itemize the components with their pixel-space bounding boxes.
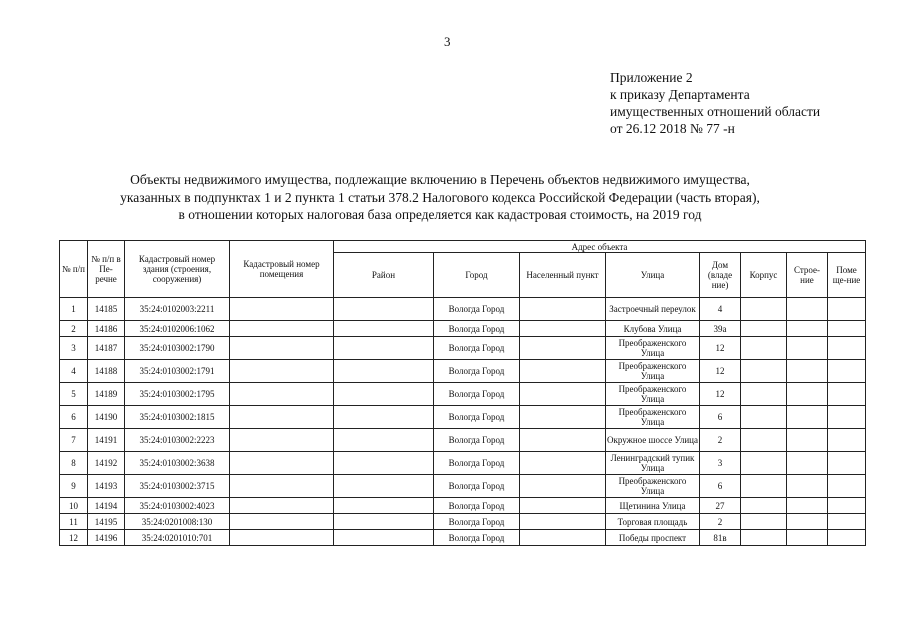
cell-list-num: 14185 [88,298,125,321]
table-body [60,298,866,546]
cell-city: Вологда Город [434,475,520,498]
cell-building-cadastral: 35:24:0103002:1791 [125,360,230,383]
cell-house: 27 [700,498,741,514]
cell-settlement [520,406,606,429]
cell-building-cadastral: 35:24:0103002:3638 [125,452,230,475]
cell-city: Вологда Город [434,514,520,530]
cell-korpus [741,514,787,530]
cell-street: Щетинина Улица [606,498,700,514]
cell-room-cadastral [230,383,334,406]
cell-stroenie [787,498,828,514]
cell-city: Вологда Город [434,337,520,360]
cell-list-num: 14190 [88,406,125,429]
cell-house: 12 [700,383,741,406]
cell-building-cadastral: 35:24:0103002:4023 [125,498,230,514]
table-row [60,475,866,498]
cell-room-cadastral [230,360,334,383]
cell-num: 8 [60,452,88,475]
cell-korpus [741,406,787,429]
header-list-num: № п/п в Пе-речне [88,241,125,298]
cell-street: Преображенского Улица [606,475,700,498]
cell-district [334,452,434,475]
cell-district [334,429,434,452]
cell-pomeshchenie [828,337,866,360]
cell-num: 6 [60,406,88,429]
cell-stroenie [787,429,828,452]
page-number: 3 [444,34,451,49]
cell-list-num: 14191 [88,429,125,452]
cell-num: 11 [60,514,88,530]
cell-house: 81в [700,530,741,546]
cell-num: 1 [60,298,88,321]
cell-street: Торговая площадь [606,514,700,530]
cell-stroenie [787,406,828,429]
cell-pomeshchenie [828,514,866,530]
cell-city: Вологда Город [434,406,520,429]
header-pomeshchenie: Поме ще-ние [828,253,866,298]
cell-street: Клубова Улица [606,321,700,337]
cell-settlement [520,530,606,546]
cell-korpus [741,383,787,406]
cell-korpus [741,298,787,321]
cell-num: 4 [60,360,88,383]
cell-pomeshchenie [828,530,866,546]
cell-pomeshchenie [828,498,866,514]
cell-settlement [520,498,606,514]
cell-pomeshchenie [828,475,866,498]
cell-list-num: 14187 [88,337,125,360]
cell-house: 2 [700,429,741,452]
cell-street: Преображенского Улица [606,383,700,406]
table-row [60,452,866,475]
appendix-line: Приложение 2 [610,70,693,85]
header-street: Улица [606,253,700,298]
cell-settlement [520,337,606,360]
cell-stroenie [787,360,828,383]
cell-settlement [520,475,606,498]
cell-stroenie [787,452,828,475]
cell-building-cadastral: 35:24:0103002:1790 [125,337,230,360]
cell-street: Победы проспект [606,530,700,546]
appendix-line: имущественных отношений области [610,104,821,119]
table-row [60,530,866,546]
cell-stroenie [787,321,828,337]
header-house: Дом (владе ние) [700,253,741,298]
cell-room-cadastral [230,475,334,498]
header-stroenie: Строе-ние [787,253,828,298]
table-row [60,337,866,360]
cell-num: 10 [60,498,88,514]
cell-district [334,406,434,429]
cell-street: Окружное шоссе Улица [606,429,700,452]
table-row [60,429,866,452]
cell-building-cadastral: 35:24:0103002:1795 [125,383,230,406]
table-row [60,360,866,383]
cell-room-cadastral [230,514,334,530]
cell-list-num: 14192 [88,452,125,475]
cell-district [334,360,434,383]
cell-city: Вологда Город [434,452,520,475]
cell-settlement [520,360,606,383]
cell-building-cadastral: 35:24:0103002:1815 [125,406,230,429]
cell-district [334,530,434,546]
cell-stroenie [787,514,828,530]
cell-street: Застроечный переулок [606,298,700,321]
cell-city: Вологда Город [434,383,520,406]
cell-building-cadastral: 35:24:0201010:701 [125,530,230,546]
header-building-cadastral: Кадастровый номер здания (строения, сооружения) [125,241,230,298]
cell-settlement [520,321,606,337]
cell-list-num: 14188 [88,360,125,383]
appendix-header [610,69,820,137]
cell-settlement [520,429,606,452]
cell-building-cadastral: 35:24:0103002:3715 [125,475,230,498]
cell-house: 3 [700,452,741,475]
cell-district [334,514,434,530]
cell-settlement [520,452,606,475]
cell-house: 2 [700,514,741,530]
table-row [60,298,866,321]
table-row [60,321,866,337]
cell-city: Вологда Город [434,360,520,383]
cell-house: 4 [700,298,741,321]
cell-district [334,298,434,321]
cell-num: 12 [60,530,88,546]
cell-list-num: 14193 [88,475,125,498]
header-settlement: Населенный пункт [520,253,606,298]
cell-house: 39а [700,321,741,337]
objects-table [59,240,866,546]
cell-room-cadastral [230,321,334,337]
table-row [60,383,866,406]
cell-city: Вологда Город [434,321,520,337]
cell-pomeshchenie [828,429,866,452]
cell-num: 3 [60,337,88,360]
cell-pomeshchenie [828,298,866,321]
cell-korpus [741,429,787,452]
cell-district [334,337,434,360]
cell-pomeshchenie [828,321,866,337]
cell-street: Преображенского Улица [606,360,700,383]
cell-korpus [741,498,787,514]
cell-pomeshchenie [828,383,866,406]
cell-num: 5 [60,383,88,406]
cell-city: Вологда Город [434,298,520,321]
table-row [60,406,866,429]
appendix-line: от 26.12 2018 № 77 -н [610,121,735,136]
cell-house: 6 [700,406,741,429]
cell-street: Ленинградский тупик Улица [606,452,700,475]
cell-num: 2 [60,321,88,337]
cell-room-cadastral [230,337,334,360]
header-korpus: Корпус [741,253,787,298]
cell-house: 12 [700,360,741,383]
cell-stroenie [787,475,828,498]
cell-settlement [520,514,606,530]
cell-korpus [741,475,787,498]
cell-korpus [741,337,787,360]
cell-room-cadastral [230,429,334,452]
header-city: Город [434,253,520,298]
table-row [60,498,866,514]
cell-city: Вологда Город [434,530,520,546]
cell-korpus [741,530,787,546]
header-num: № п/п [60,241,88,298]
cell-city: Вологда Город [434,498,520,514]
cell-room-cadastral [230,530,334,546]
cell-room-cadastral [230,298,334,321]
title-line: в отношении которых налоговая база определяется как кадастровая стоимость, на 2019 год [178,207,702,222]
cell-stroenie [787,298,828,321]
cell-house: 12 [700,337,741,360]
cell-pomeshchenie [828,452,866,475]
cell-list-num: 14196 [88,530,125,546]
cell-street: Преображенского Улица [606,406,700,429]
cell-list-num: 14194 [88,498,125,514]
cell-street: Преображенского Улица [606,337,700,360]
cell-district [334,383,434,406]
cell-house: 6 [700,475,741,498]
cell-num: 9 [60,475,88,498]
cell-district [334,498,434,514]
cell-building-cadastral: 35:24:0103002:2223 [125,429,230,452]
cell-list-num: 14189 [88,383,125,406]
cell-korpus [741,360,787,383]
header-address-group: Адрес объекта [334,241,866,253]
cell-korpus [741,452,787,475]
title-line: указанных в подпунктах 1 и 2 пункта 1 статьи 378.2 Налогового кодекса Российской Федерации (часть вторая), [120,189,760,205]
cell-pomeshchenie [828,360,866,383]
cell-room-cadastral [230,406,334,429]
cell-settlement [520,383,606,406]
header-room-cadastral: Кадастровый номер помещения [230,241,334,298]
cell-stroenie [787,530,828,546]
cell-room-cadastral [230,452,334,475]
cell-room-cadastral [230,498,334,514]
cell-district [334,475,434,498]
cell-korpus [741,321,787,337]
cell-pomeshchenie [828,406,866,429]
appendix-line: к приказу Департамента [610,87,750,102]
document-title [60,171,820,224]
cell-settlement [520,298,606,321]
cell-list-num: 14186 [88,321,125,337]
cell-stroenie [787,383,828,406]
cell-building-cadastral: 35:24:0102006:1062 [125,321,230,337]
table-row [60,514,866,530]
title-line: Объекты недвижимого имущества, подлежащие включению в Перечень объектов недвижимого имущества, [130,172,750,187]
cell-district [334,321,434,337]
cell-building-cadastral: 35:24:0102003:2211 [125,298,230,321]
cell-city: Вологда Город [434,429,520,452]
header-district: Район [334,253,434,298]
cell-building-cadastral: 35:24:0201008:130 [125,514,230,530]
cell-list-num: 14195 [88,514,125,530]
cell-num: 7 [60,429,88,452]
cell-stroenie [787,337,828,360]
